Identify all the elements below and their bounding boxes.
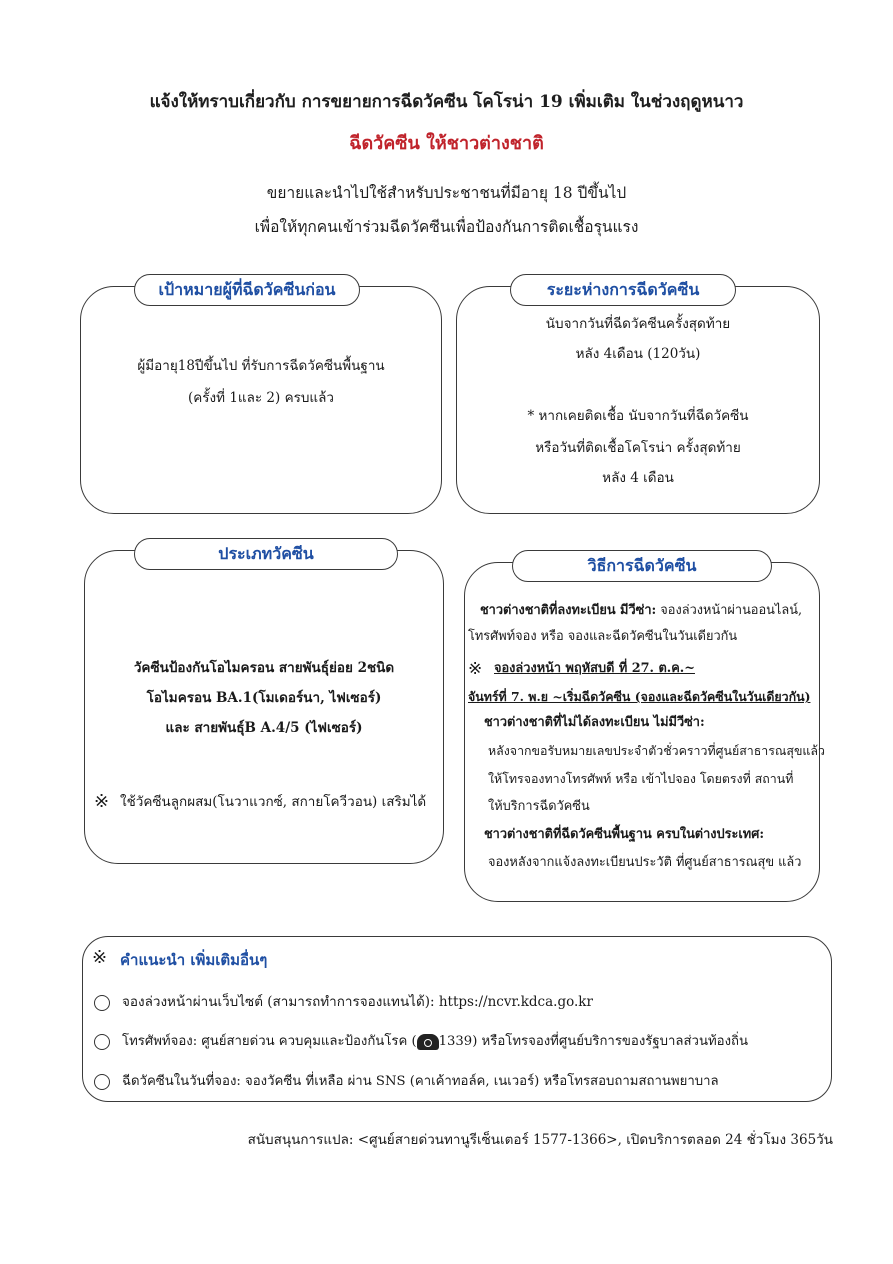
vaccine-type-line-3: และ สายพันธุ์B A.4/5 (ไฟเซอร์) — [165, 720, 363, 736]
method-p1-line-2: โทรศัพท์จอง หรือ จองและฉีดวัคซีนในวันเดียวกัน — [468, 629, 738, 644]
interval-line-5: หลัง 4 เดือน — [602, 470, 674, 486]
method-p2-line-2: ให้โทรจองทางโทรศัพท์ หรือ เข้าไปจอง โดยตรงที่ สถานที่ — [488, 771, 794, 786]
vaccine-type-line-2: โอไมครอน BA.1(โมเดอร์นา, ไฟเซอร์) — [146, 690, 382, 706]
interval-line-2: หลัง 4เดือน (120วัน) — [575, 346, 701, 362]
target-heading: เป้าหมายผู้ที่ฉีดวัคซีนก่อน — [134, 274, 360, 306]
circle-bullet-icon — [94, 1074, 110, 1090]
tips-item-2 — [94, 1028, 748, 1056]
tips-item-2-num: 1339) หรือโทรจองที่ศูนย์บริการของรัฐบาลส่วนท้องถิ่น — [438, 1034, 749, 1049]
method-booking-mark: ※ — [468, 659, 483, 679]
tips-item-1 — [94, 988, 593, 1016]
method-heading: วิธีการฉีดวัคซีน — [512, 550, 772, 582]
vaccine-note-mark: ※ — [94, 791, 110, 812]
vaccine-type-heading: ประเภทวัคซีน — [134, 538, 398, 570]
method-p2-line-3: ให้บริการฉีดวัคซีน — [488, 799, 590, 814]
tips-mark: ※ — [92, 947, 108, 968]
method-p2-bold: ชาวต่างชาติที่ไม่ได้ลงทะเบียน ไม่มีวีซ่า: — [484, 715, 705, 730]
method-start-date: จันทร์ที่ 7. พ.ย ~เริ่มฉีดวัคซีน (จองและฉีดวัคซีนในวันเดียวกัน) — [468, 689, 811, 704]
method-booking-date: จองล่วงหน้า พฤหัสบดี ที่ 27. ต.ค.~ — [494, 661, 695, 676]
method-p1-line-1 — [480, 598, 802, 624]
intro-line-1: ขยายและนำไปใช้สำหรับประชาชนที่มีอายุ 18 ปีขึ้นไป — [266, 184, 627, 202]
tips-item-2-pre: โทรศัพท์จอง: ศูนย์สายด่วน ควบคุมและป้องกันโรค ( — [122, 1034, 417, 1049]
interval-line-4: หรือวันที่ติดเชื้อโคโรน่า ครั้งสุดท้าย — [535, 440, 741, 456]
method-p1-text: จองล่วงหน้าผ่านออนไลน์, — [656, 603, 803, 618]
method-p3-bold: ชาวต่างชาติที่ฉีดวัคซีนพื้นฐาน ครบในต่างประเทศ: — [484, 827, 765, 842]
target-line-1: ผู้มีอายุ18ปีขึ้นไป ที่รับการฉีดวัคซีนพื้นฐาน — [137, 358, 385, 374]
phone-icon — [417, 1034, 439, 1050]
method-p3-line-1: จองหลังจากแจ้งลงทะเบียนประวัติ ที่ศูนย์สาธารณสุข แล้ว — [488, 855, 802, 870]
method-p2-line-1: หลังจากขอรับหมายเลขประจำตัวชั่วคราวที่ศูนย์สาธารณสุขแล้ว — [488, 743, 825, 758]
method-p1-bold: ชาวต่างชาติที่ลงทะเบียน มีวีซ่า: — [480, 603, 657, 618]
translation-credit: สนับสนุนการแปล: <ศูนย์สายด่วนทานูรีเซ็นเตอร์ 1577-1366>, เปิดบริการตลอด 24 ชั่วโมง 365วัน — [247, 1132, 833, 1148]
interval-heading: ระยะห่างการฉีดวัคซีน — [510, 274, 736, 306]
interval-line-1: นับจากวันที่ฉีดวัคซีนครั้งสุดท้าย — [545, 316, 731, 332]
circle-bullet-icon — [94, 995, 110, 1011]
vaccine-type-note: ใช้วัคซีนลูกผสม(โนวาแวกซ์, สกายโควีวอน) เสริมได้ — [120, 794, 427, 810]
vaccine-type-line-1: วัคซีนป้องกันโอไมครอน สายพันธุ์ย่อย 2ชนิด — [133, 660, 395, 676]
target-line-2: (ครั้งที่ 1และ 2) ครบแล้ว — [188, 390, 334, 406]
tips-item-3 — [94, 1068, 719, 1096]
interval-line-3: * หากเคยติดเชื้อ นับจากวันที่ฉีดวัคซีน — [527, 408, 749, 424]
intro-line-2: เพื่อให้ทุกคนเข้าร่วมฉีดวัคซีนเพื่อป้องกันการติดเชื้อรุนแรง — [254, 218, 639, 236]
tips-item-1-text: จองล่วงหน้าผ่านเว็บไซต์ (สามารถทำการจองแทนได้): https://ncvr.kdca.go.kr — [122, 994, 593, 1010]
tips-heading: คำแนะนำ เพิ่มเติมอื่นๆ — [120, 951, 268, 969]
page-title: แจ้งให้ทราบเกี่ยวกับ การขยายการฉีดวัคซีน โคโรน่า 19 เพิ่มเติม ในช่วงฤดูหนาว — [149, 92, 744, 112]
page-subtitle: ฉีดวัคซีน ให้ชาวต่างชาติ — [349, 133, 544, 154]
tips-item-3-text: ฉีดวัคซีนในวันที่จอง: จองวัคซีน ที่เหลือ ผ่าน SNS (คาเค้าทอล์ค, เนเวอร์) หรือโทรสอบถามสถานพยาบาล — [122, 1074, 719, 1089]
circle-bullet-icon — [94, 1034, 110, 1050]
